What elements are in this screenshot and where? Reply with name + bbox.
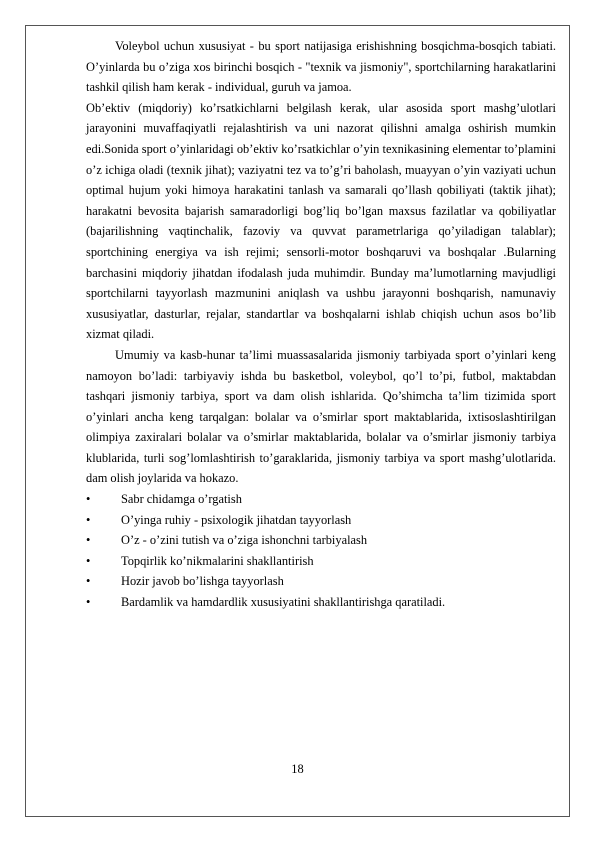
- list-item-text: Sabr chidamga o’rgatish: [121, 492, 242, 507]
- list-item-text: O’yinga ruhiy - psixologik jihatdan tayyorlash: [121, 512, 352, 527]
- list-item: [86, 489, 556, 510]
- document-body: [86, 36, 556, 613]
- bullet-icon: •: [86, 595, 91, 610]
- paragraph-umumiy: Umumiy va kasb-hunar ta’limi muassasalarida jismoniy tarbiyada sport o’yinlari keng namoyon bo’ladi: tarbiyaviy ishda bu basketbol, voleybol, qo’l to’pi, futbol, maktabdan tashqari jismoniy tarbiya, sport va dam olish ishlarida. Qo’shimcha ta’lim tizimida sport o’yinlari ancha keng tarqalgan: bolalar va o’smirlar sport maktablarida, ixtisoslashtirilgan olimpiya zaxiralari bolalar va o’smirlar maktablarida, bolalar va o’smirlar jismoniy tarbiya klublarida, turli sog’lomlashtirish to’garaklarida, jismoniy tarbiya va sport mashg’ulotlarida. dam olish joylarida va hokazo.: [86, 347, 556, 486]
- paragraph-obektiv: Ob’ektiv (miqdoriy) ko’rsatkichlarni belgilash kerak, ular asosida sport mashg’ulotlari jarayonini muvaffaqiyatli rejalashtirish va uni nazorat qilishni amalga oshirish mumkin edi.Sonida sport o’yinlaridagi ob’ektiv ko’rsatkichlar o’yin texnikasining elementar to’plamini o’z ichiga oladi (texnik jihat); vaziyatni tez va to’g’ri baholash, muayyan o’yin vaziyati uchun optimal hujum yoki himoya harakatini tanlash va samarali qo’llash qobiliyati (taktik jihat); harakatni bevosita bajarish samaradorligi bog’liq bo’lgan maxsus fazilatlar va qobiliyatlar (bajarilishning vaqtinchalik, fazoviy va quvvat parametrlariga qo’yiladigan talablar); sportchining energiya va ish rejimi; sensorli-motor boshqaruvi va boshqalar .Bularning barchasini miqdoriy jihatdan ifodalash juda muhimdir. Bunday ma’lumotlarning mavjudligi sportchilarni tayyorlash mazmunini aniqlash va ushbu jarayonni boshqarish, namunaviy xususiyatlar, dasturlar, rejalar, standartlar va boshqalarni ishlab chiqish uchun asos bo’lib xizmat qiladi.: [86, 100, 556, 342]
- bullet-icon: •: [86, 492, 91, 507]
- bullet-icon: •: [86, 553, 91, 568]
- list-item: [86, 530, 556, 551]
- bullet-icon: •: [86, 533, 91, 548]
- list-item: [86, 592, 556, 613]
- bullet-list: [86, 489, 556, 613]
- list-item: [86, 571, 556, 592]
- page-number: 18: [291, 762, 304, 776]
- paragraph-voleybol: Voleybol uchun xususiyat - bu sport natijasiga erishishning bosqichma-bosqich tabiati. O’yinlarda bu o’ziga xos birinchi bosqich - "texnik va jismoniy", sportchilarning harakatlarini tashkil qilish ham kerak - individual, guruh va jamoa.: [86, 39, 556, 95]
- list-item-text: Bardamlik va hamdardlik xususiyatini shakllantirishga qaratiladi.: [121, 595, 446, 610]
- bullet-icon: •: [86, 574, 91, 589]
- list-item: [86, 510, 556, 531]
- bullet-icon: •: [86, 512, 91, 527]
- list-item-text: O’z - o’zini tutish va o’ziga ishonchni tarbiyalash: [121, 533, 368, 548]
- list-item-text: Hozir javob bo’lishga tayyorlash: [121, 574, 284, 589]
- list-item: [86, 551, 556, 572]
- list-item-text: Topqirlik ko’nikmalarini shakllantirish: [121, 553, 314, 568]
